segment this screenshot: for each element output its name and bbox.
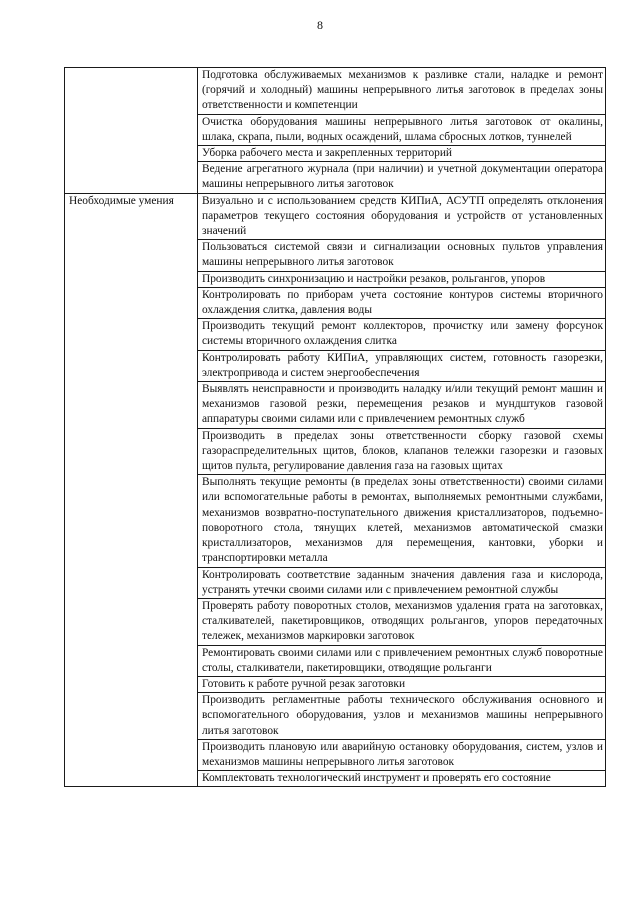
row-text: Визуально и с использованием средств КИПиА, АСУТП определять отклонения параметров текущего состояния оборудования и устройств от установленных значений	[198, 193, 606, 240]
row-text: Подготовка обслуживаемых механизмов к разливке стали, наладке и ремонт (горячий и холодный) машины непрерывного литья заготовок в пределах зоны ответственности и компетенции	[198, 68, 606, 115]
row-label	[65, 68, 198, 194]
row-text: Производить плановую или аварийную остановку оборудования, систем, узлов и механизмов машины непрерывного литья заготовок	[198, 739, 606, 770]
row-text: Ведение агрегатного журнала (при наличии) и учетной документации оператора машины непрерывного литья заготовок	[198, 162, 606, 193]
row-text: Готовить к работе ручной резак заготовки	[198, 676, 606, 692]
row-text: Комплектовать технологический инструмент и проверять его состояние	[198, 771, 606, 787]
row-text: Производить регламентные работы технического обслуживания основного и вспомогательного оборудования, узлов и механизмов машины непрерывного литья заготовок	[198, 693, 606, 740]
row-text: Контролировать по приборам учета состояние контуров системы вторичного охлаждения слитка, давления воды	[198, 287, 606, 318]
skills-table-body	[65, 68, 606, 787]
row-text: Проверять работу поворотных столов, механизмов удаления грата на заготовках, сталкивателей, пакетировщиков, отводящих рольгангов, упоров передаточных тележек, механизмов маркировки заготовок	[198, 598, 606, 645]
row-text: Выявлять неисправности и производить наладку и/или текущий ремонт машин и механизмов газовой резки, перемещения резаков и мундштуков газовой аппаратуры своими силами или с привлечением ремонтных служб	[198, 382, 606, 429]
row-text: Выполнять текущие ремонты (в пределах зоны ответственности) своими силами или вспомогательные работы в ремонтах, выполняемых ремонтными службами, механизмов возвратно-поступательного движения кристаллизаторов, подъемно-поворотного стола, тянущих клетей, механизмов автоматической смазки кристаллизаторов, механизмов для перемещения, кантовки, уборки и транспортировки металла	[198, 475, 606, 567]
row-label-necessary-skills: Необходимые умения	[65, 193, 198, 787]
row-text: Очистка оборудования машины непрерывного литья заготовок от окалины, шлака, скрапа, пыли, водных осаждений, шлама сбросных лотков, туннелей	[198, 114, 606, 145]
row-text: Производить в пределах зоны ответственности сборку газовой схемы газораспределительных щитов, блоков, клапанов тележки газорезки и газовых щитов пульта, регулирование давления газа на газовых щитах	[198, 428, 606, 475]
row-text: Уборка рабочего места и закрепленных территорий	[198, 146, 606, 162]
row-text: Контролировать соответствие заданным значения давления газа и кислорода, устранять утечки своими силами или с привлечением ремонтной службы	[198, 567, 606, 598]
table-row	[65, 193, 606, 240]
row-text: Производить текущий ремонт коллекторов, прочистку или замену форсунок системы вторичного охлаждения слитка	[198, 319, 606, 350]
row-text: Ремонтировать своими силами или с привлечением ремонтных служб поворотные столы, сталкиватели, пакетировщики, отводящие рольганги	[198, 645, 606, 676]
page-number: 8	[317, 18, 323, 32]
row-text: Производить синхронизацию и настройки резаков, рольгангов, упоров	[198, 271, 606, 287]
table-row	[65, 68, 606, 115]
row-text: Контролировать работу КИПиА, управляющих систем, готовность газорезки, электропривода и систем энергообеспечения	[198, 350, 606, 381]
skills-table	[64, 67, 606, 787]
row-text: Пользоваться системой связи и сигнализации основных пультов управления машины непрерывного литья заготовок	[198, 240, 606, 271]
